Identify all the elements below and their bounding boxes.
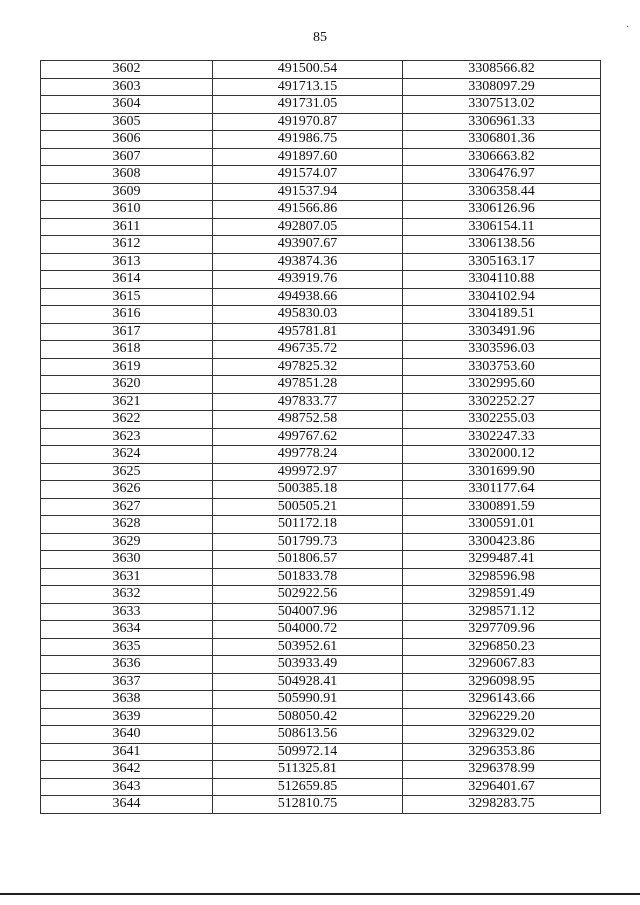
y-coordinate-cell: 3304189.51 bbox=[403, 306, 601, 324]
y-coordinate-cell: 3308097.29 bbox=[403, 78, 601, 96]
table-row bbox=[41, 446, 601, 464]
x-coordinate-cell: 494938.66 bbox=[213, 288, 403, 306]
table-row bbox=[41, 323, 601, 341]
table-row bbox=[41, 796, 601, 814]
y-coordinate-cell: 3298596.98 bbox=[403, 568, 601, 586]
point-number-cell: 3603 bbox=[41, 78, 213, 96]
x-coordinate-cell: 491566.86 bbox=[213, 201, 403, 219]
y-coordinate-cell: 3307513.02 bbox=[403, 96, 601, 114]
table-row bbox=[41, 306, 601, 324]
y-coordinate-cell: 3306358.44 bbox=[403, 183, 601, 201]
point-number-cell: 3614 bbox=[41, 271, 213, 289]
point-number-cell: 3640 bbox=[41, 726, 213, 744]
x-coordinate-cell: 495830.03 bbox=[213, 306, 403, 324]
table-row bbox=[41, 761, 601, 779]
table-row bbox=[41, 376, 601, 394]
y-coordinate-cell: 3302000.12 bbox=[403, 446, 601, 464]
y-coordinate-cell: 3308566.82 bbox=[403, 61, 601, 79]
table-row bbox=[41, 61, 601, 79]
x-coordinate-cell: 504000.72 bbox=[213, 621, 403, 639]
table-row bbox=[41, 778, 601, 796]
y-coordinate-cell: 3300891.59 bbox=[403, 498, 601, 516]
x-coordinate-cell: 497851.28 bbox=[213, 376, 403, 394]
x-coordinate-cell: 503952.61 bbox=[213, 638, 403, 656]
coordinates-table-body bbox=[41, 61, 601, 814]
table-row bbox=[41, 691, 601, 709]
y-coordinate-cell: 3306138.56 bbox=[403, 236, 601, 254]
x-coordinate-cell: 491970.87 bbox=[213, 113, 403, 131]
y-coordinate-cell: 3296067.83 bbox=[403, 656, 601, 674]
x-coordinate-cell: 501833.78 bbox=[213, 568, 403, 586]
y-coordinate-cell: 3296378.99 bbox=[403, 761, 601, 779]
y-coordinate-cell: 3297709.96 bbox=[403, 621, 601, 639]
y-coordinate-cell: 3306154.11 bbox=[403, 218, 601, 236]
table-row bbox=[41, 551, 601, 569]
corner-mark: · bbox=[626, 22, 630, 33]
table-row bbox=[41, 341, 601, 359]
table-row bbox=[41, 481, 601, 499]
table-row bbox=[41, 201, 601, 219]
point-number-cell: 3638 bbox=[41, 691, 213, 709]
table-row bbox=[41, 358, 601, 376]
coordinates-table bbox=[40, 60, 601, 814]
table-row bbox=[41, 428, 601, 446]
point-number-cell: 3633 bbox=[41, 603, 213, 621]
x-coordinate-cell: 491897.60 bbox=[213, 148, 403, 166]
point-number-cell: 3634 bbox=[41, 621, 213, 639]
y-coordinate-cell: 3306961.33 bbox=[403, 113, 601, 131]
table-row bbox=[41, 603, 601, 621]
y-coordinate-cell: 3302255.03 bbox=[403, 411, 601, 429]
page-number: 85 bbox=[313, 30, 327, 45]
point-number-cell: 3619 bbox=[41, 358, 213, 376]
x-coordinate-cell: 491574.07 bbox=[213, 166, 403, 184]
point-number-cell: 3622 bbox=[41, 411, 213, 429]
point-number-cell: 3621 bbox=[41, 393, 213, 411]
y-coordinate-cell: 3296353.86 bbox=[403, 743, 601, 761]
y-coordinate-cell: 3301699.90 bbox=[403, 463, 601, 481]
y-coordinate-cell: 3306126.96 bbox=[403, 201, 601, 219]
x-coordinate-cell: 493907.67 bbox=[213, 236, 403, 254]
point-number-cell: 3632 bbox=[41, 586, 213, 604]
y-coordinate-cell: 3298571.12 bbox=[403, 603, 601, 621]
point-number-cell: 3630 bbox=[41, 551, 213, 569]
x-coordinate-cell: 508050.42 bbox=[213, 708, 403, 726]
table-row bbox=[41, 656, 601, 674]
point-number-cell: 3615 bbox=[41, 288, 213, 306]
x-coordinate-cell: 491500.54 bbox=[213, 61, 403, 79]
point-number-cell: 3631 bbox=[41, 568, 213, 586]
y-coordinate-cell: 3304102.94 bbox=[403, 288, 601, 306]
y-coordinate-cell: 3302995.60 bbox=[403, 376, 601, 394]
point-number-cell: 3609 bbox=[41, 183, 213, 201]
table-row bbox=[41, 743, 601, 761]
point-number-cell: 3612 bbox=[41, 236, 213, 254]
point-number-cell: 3626 bbox=[41, 481, 213, 499]
x-coordinate-cell: 491986.75 bbox=[213, 131, 403, 149]
point-number-cell: 3624 bbox=[41, 446, 213, 464]
y-coordinate-cell: 3299487.41 bbox=[403, 551, 601, 569]
y-coordinate-cell: 3296329.02 bbox=[403, 726, 601, 744]
x-coordinate-cell: 500385.18 bbox=[213, 481, 403, 499]
table-row bbox=[41, 236, 601, 254]
y-coordinate-cell: 3302247.33 bbox=[403, 428, 601, 446]
point-number-cell: 3608 bbox=[41, 166, 213, 184]
point-number-cell: 3637 bbox=[41, 673, 213, 691]
point-number-cell: 3618 bbox=[41, 341, 213, 359]
table-row bbox=[41, 78, 601, 96]
x-coordinate-cell: 497825.32 bbox=[213, 358, 403, 376]
x-coordinate-cell: 504928.41 bbox=[213, 673, 403, 691]
point-number-cell: 3607 bbox=[41, 148, 213, 166]
y-coordinate-cell: 3301177.64 bbox=[403, 481, 601, 499]
table-row bbox=[41, 726, 601, 744]
point-number-cell: 3643 bbox=[41, 778, 213, 796]
table-row bbox=[41, 288, 601, 306]
x-coordinate-cell: 496735.72 bbox=[213, 341, 403, 359]
point-number-cell: 3613 bbox=[41, 253, 213, 271]
point-number-cell: 3635 bbox=[41, 638, 213, 656]
point-number-cell: 3610 bbox=[41, 201, 213, 219]
table-row bbox=[41, 271, 601, 289]
point-number-cell: 3641 bbox=[41, 743, 213, 761]
table-row bbox=[41, 673, 601, 691]
y-coordinate-cell: 3296401.67 bbox=[403, 778, 601, 796]
point-number-cell: 3604 bbox=[41, 96, 213, 114]
table-row bbox=[41, 498, 601, 516]
y-coordinate-cell: 3296098.95 bbox=[403, 673, 601, 691]
x-coordinate-cell: 501172.18 bbox=[213, 516, 403, 534]
x-coordinate-cell: 497833.77 bbox=[213, 393, 403, 411]
y-coordinate-cell: 3306801.36 bbox=[403, 131, 601, 149]
y-coordinate-cell: 3298591.49 bbox=[403, 586, 601, 604]
y-coordinate-cell: 3296143.66 bbox=[403, 691, 601, 709]
x-coordinate-cell: 502922.56 bbox=[213, 586, 403, 604]
y-coordinate-cell: 3300423.86 bbox=[403, 533, 601, 551]
x-coordinate-cell: 512659.85 bbox=[213, 778, 403, 796]
point-number-cell: 3625 bbox=[41, 463, 213, 481]
point-number-cell: 3616 bbox=[41, 306, 213, 324]
x-coordinate-cell: 499972.97 bbox=[213, 463, 403, 481]
table-row bbox=[41, 96, 601, 114]
point-number-cell: 3611 bbox=[41, 218, 213, 236]
point-number-cell: 3636 bbox=[41, 656, 213, 674]
x-coordinate-cell: 500505.21 bbox=[213, 498, 403, 516]
table-row bbox=[41, 638, 601, 656]
point-number-cell: 3606 bbox=[41, 131, 213, 149]
table-row bbox=[41, 131, 601, 149]
y-coordinate-cell: 3303596.03 bbox=[403, 341, 601, 359]
y-coordinate-cell: 3302252.27 bbox=[403, 393, 601, 411]
y-coordinate-cell: 3303753.60 bbox=[403, 358, 601, 376]
table-row bbox=[41, 148, 601, 166]
table-row bbox=[41, 183, 601, 201]
point-number-cell: 3628 bbox=[41, 516, 213, 534]
x-coordinate-cell: 504007.96 bbox=[213, 603, 403, 621]
x-coordinate-cell: 491713.15 bbox=[213, 78, 403, 96]
x-coordinate-cell: 498752.58 bbox=[213, 411, 403, 429]
x-coordinate-cell: 503933.49 bbox=[213, 656, 403, 674]
y-coordinate-cell: 3303491.96 bbox=[403, 323, 601, 341]
x-coordinate-cell: 509972.14 bbox=[213, 743, 403, 761]
point-number-cell: 3639 bbox=[41, 708, 213, 726]
point-number-cell: 3623 bbox=[41, 428, 213, 446]
y-coordinate-cell: 3305163.17 bbox=[403, 253, 601, 271]
point-number-cell: 3602 bbox=[41, 61, 213, 79]
x-coordinate-cell: 505990.91 bbox=[213, 691, 403, 709]
table-row bbox=[41, 533, 601, 551]
x-coordinate-cell: 495781.81 bbox=[213, 323, 403, 341]
table-row bbox=[41, 621, 601, 639]
y-coordinate-cell: 3298283.75 bbox=[403, 796, 601, 814]
x-coordinate-cell: 512810.75 bbox=[213, 796, 403, 814]
table-row bbox=[41, 113, 601, 131]
x-coordinate-cell: 511325.81 bbox=[213, 761, 403, 779]
point-number-cell: 3605 bbox=[41, 113, 213, 131]
table-row bbox=[41, 411, 601, 429]
point-number-cell: 3642 bbox=[41, 761, 213, 779]
x-coordinate-cell: 501806.57 bbox=[213, 551, 403, 569]
table-row bbox=[41, 516, 601, 534]
point-number-cell: 3629 bbox=[41, 533, 213, 551]
x-coordinate-cell: 491731.05 bbox=[213, 96, 403, 114]
y-coordinate-cell: 3306663.82 bbox=[403, 148, 601, 166]
point-number-cell: 3627 bbox=[41, 498, 213, 516]
table-row bbox=[41, 393, 601, 411]
bottom-divider bbox=[0, 893, 640, 895]
table-row bbox=[41, 463, 601, 481]
point-number-cell: 3644 bbox=[41, 796, 213, 814]
y-coordinate-cell: 3296850.23 bbox=[403, 638, 601, 656]
x-coordinate-cell: 499778.24 bbox=[213, 446, 403, 464]
y-coordinate-cell: 3306476.97 bbox=[403, 166, 601, 184]
x-coordinate-cell: 491537.94 bbox=[213, 183, 403, 201]
table-row bbox=[41, 218, 601, 236]
x-coordinate-cell: 492807.05 bbox=[213, 218, 403, 236]
x-coordinate-cell: 493919.76 bbox=[213, 271, 403, 289]
table-row bbox=[41, 708, 601, 726]
table-row bbox=[41, 253, 601, 271]
x-coordinate-cell: 508613.56 bbox=[213, 726, 403, 744]
table-row bbox=[41, 568, 601, 586]
point-number-cell: 3620 bbox=[41, 376, 213, 394]
y-coordinate-cell: 3296229.20 bbox=[403, 708, 601, 726]
point-number-cell: 3617 bbox=[41, 323, 213, 341]
x-coordinate-cell: 499767.62 bbox=[213, 428, 403, 446]
y-coordinate-cell: 3304110.88 bbox=[403, 271, 601, 289]
table-row bbox=[41, 166, 601, 184]
table-row bbox=[41, 586, 601, 604]
x-coordinate-cell: 501799.73 bbox=[213, 533, 403, 551]
x-coordinate-cell: 493874.36 bbox=[213, 253, 403, 271]
y-coordinate-cell: 3300591.01 bbox=[403, 516, 601, 534]
